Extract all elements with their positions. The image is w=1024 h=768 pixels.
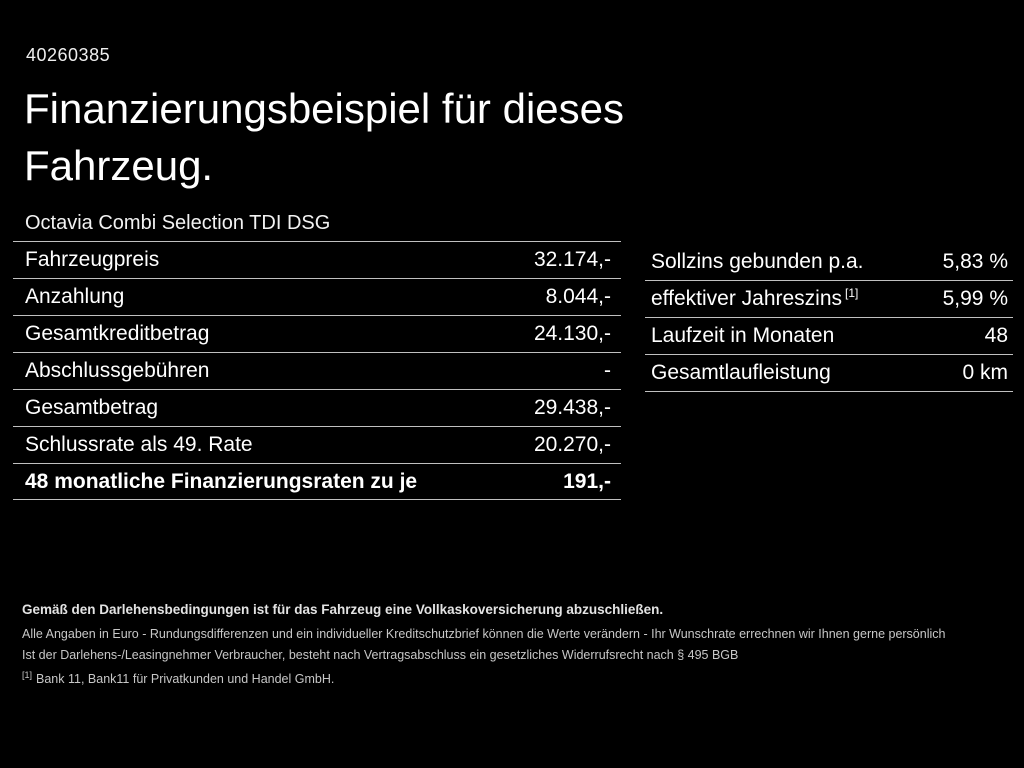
footnote-ref: [1] <box>845 286 859 300</box>
vehicle-name: Octavia Combi Selection TDI DSG <box>25 212 331 234</box>
row-value: 48 <box>984 324 1008 347</box>
page-title-line2: Fahrzeug. <box>24 142 214 189</box>
table-row-laufzeit <box>645 318 1013 355</box>
row-value: 5,83 % <box>942 250 1008 273</box>
financing-table-left <box>13 241 621 500</box>
page-title <box>24 80 624 194</box>
table-row-fahrzeugpreis <box>13 241 621 278</box>
financing-table-right <box>645 244 1013 392</box>
row-label-text: effektiver Jahreszins <box>651 287 843 310</box>
row-value: 20.270,- <box>533 433 611 456</box>
footer-disclaimer-widerruf: Ist der Darlehens-/Leasingnehmer Verbraucher, besteht nach Vertragsabschluss ein gesetzliches Widerrufsrecht nach § 495 BGB <box>22 648 739 662</box>
row-label <box>651 287 858 311</box>
row-value: 191,- <box>563 469 611 493</box>
table-row-sollzins <box>645 244 1013 281</box>
table-row-abschlussgebuehren <box>13 352 621 389</box>
row-value: 32.174,- <box>533 248 611 271</box>
legal-footer <box>22 603 1012 693</box>
row-label: Schlussrate als 49. Rate <box>25 433 253 456</box>
row-value: 0 km <box>962 361 1008 384</box>
row-value: 24.130,- <box>533 322 611 345</box>
table-row-anzahlung <box>13 278 621 315</box>
row-label: Sollzins gebunden p.a. <box>651 250 864 273</box>
table-row-monatsrate <box>13 463 621 500</box>
footer-disclaimer-euro: Alle Angaben in Euro - Rundungsdifferenzen und ein individueller Kreditschutzbrief können die Werte verändern - Ihr Wunschrate errechnen wir Ihnen gerne persönlich <box>22 627 946 641</box>
row-label: Laufzeit in Monaten <box>651 324 835 347</box>
footnote-marker: [1] <box>22 669 33 680</box>
page-title-line1: Finanzierungsbeispiel für dieses <box>24 85 624 132</box>
row-label: Anzahlung <box>25 285 125 308</box>
table-row-gesamtkreditbetrag <box>13 315 621 352</box>
row-value: 5,99 % <box>942 287 1008 310</box>
table-row-effektiver-jahreszins <box>645 281 1013 318</box>
row-label: Abschlussgebühren <box>25 359 210 382</box>
row-label: Gesamtbetrag <box>25 396 159 419</box>
footer-footnote <box>22 669 1012 686</box>
row-label: 48 monatliche Finanzierungsraten zu je <box>25 469 418 493</box>
row-label: Fahrzeugpreis <box>25 248 160 271</box>
table-row-gesamtbetrag <box>13 389 621 426</box>
row-value: 29.438,- <box>533 396 611 419</box>
table-row-gesamtlaufleistung <box>645 355 1013 392</box>
offer-id: 40260385 <box>26 45 111 65</box>
row-label: Gesamtlaufleistung <box>651 361 831 384</box>
footnote-text: Bank 11, Bank11 für Privatkunden und Handel GmbH. <box>36 672 335 686</box>
row-value: 8.044,- <box>545 285 611 308</box>
row-label: Gesamtkreditbetrag <box>25 322 210 345</box>
table-row-schlussrate <box>13 426 621 463</box>
row-value: - <box>604 359 611 382</box>
footer-insurance-note: Gemäß den Darlehensbedingungen ist für das Fahrzeug eine Vollkaskoversicherung abzuschließen. <box>22 602 664 617</box>
